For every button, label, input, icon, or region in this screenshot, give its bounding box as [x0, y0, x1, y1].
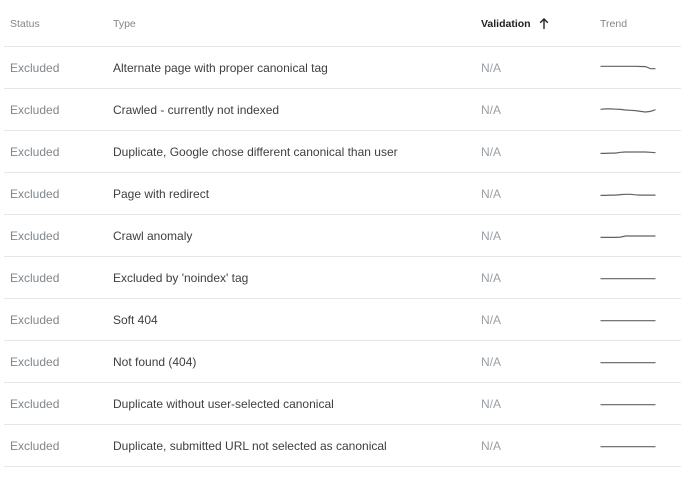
table-row[interactable]: [0, 131, 699, 173]
type-cell: Page with redirect: [113, 187, 210, 201]
status-cell: Excluded: [10, 439, 60, 453]
trend-line: [601, 194, 656, 195]
status-cell: Excluded: [10, 145, 60, 159]
validation-cell: N/A: [481, 103, 502, 117]
table-row[interactable]: [0, 215, 699, 257]
table-body: [0, 47, 699, 467]
validation-cell: N/A: [481, 187, 502, 201]
trend-sparkline: [600, 397, 656, 411]
validation-cell: N/A: [481, 229, 502, 243]
type-column-header[interactable]: Type: [113, 17, 136, 30]
status-cell: Excluded: [10, 103, 60, 117]
trend-sparkline: [600, 187, 656, 201]
trend-cell: [600, 131, 680, 173]
trend-sparkline: [600, 103, 656, 117]
trend-cell: [600, 257, 680, 299]
table-row[interactable]: [0, 173, 699, 215]
validation-cell: N/A: [481, 313, 502, 327]
trend-cell: [600, 383, 680, 425]
trend-cell: [600, 341, 680, 383]
validation-cell: N/A: [481, 439, 502, 453]
status-cell: Excluded: [10, 61, 60, 75]
type-cell: Crawled - currently not indexed: [113, 103, 280, 117]
table-row[interactable]: [0, 299, 699, 341]
trend-sparkline: [600, 355, 656, 369]
trend-sparkline: [600, 61, 656, 75]
type-cell: Soft 404: [113, 313, 158, 327]
trend-sparkline: [600, 271, 656, 285]
validation-cell: N/A: [481, 145, 502, 159]
validation-cell: N/A: [481, 271, 502, 285]
table-row[interactable]: [0, 89, 699, 131]
arrow-up-icon: [539, 18, 549, 30]
type-cell: Crawl anomaly: [113, 229, 193, 243]
trend-cell: [600, 173, 680, 215]
trend-cell: [600, 89, 680, 131]
type-cell: Excluded by 'noindex' tag: [113, 271, 249, 285]
trend-line: [601, 109, 656, 112]
type-cell: Not found (404): [113, 355, 197, 369]
status-cell: Excluded: [10, 187, 60, 201]
trend-cell: [600, 215, 680, 257]
type-cell: Alternate page with proper canonical tag: [113, 61, 328, 75]
table-row[interactable]: [0, 47, 699, 89]
trend-line: [601, 236, 656, 237]
table-row[interactable]: [0, 341, 699, 383]
type-cell: Duplicate without user-selected canonical: [113, 397, 334, 411]
status-cell: Excluded: [10, 229, 60, 243]
validation-column-header[interactable]: [481, 0, 591, 47]
trend-sparkline: [600, 229, 656, 243]
type-cell: Duplicate, submitted URL not selected as canonical: [113, 439, 387, 453]
trend-sparkline: [600, 313, 656, 327]
table-header-row: [0, 0, 699, 47]
table-row[interactable]: [0, 257, 699, 299]
status-column-header[interactable]: Status: [10, 17, 40, 30]
trend-cell: [600, 425, 680, 467]
validation-cell: N/A: [481, 397, 502, 411]
trend-column-header: Trend: [600, 17, 628, 30]
status-cell: Excluded: [10, 271, 60, 285]
table-row[interactable]: [0, 383, 699, 425]
status-cell: Excluded: [10, 397, 60, 411]
trend-cell: [600, 47, 680, 89]
validation-cell: N/A: [481, 61, 502, 75]
validation-cell: N/A: [481, 355, 502, 369]
status-cell: Excluded: [10, 313, 60, 327]
type-cell: Duplicate, Google chose different canonical than user: [113, 145, 398, 159]
trend-cell: [600, 299, 680, 341]
validation-header-label: Validation: [481, 17, 531, 30]
trend-line: [601, 66, 656, 68]
status-cell: Excluded: [10, 355, 60, 369]
table-row[interactable]: [0, 425, 699, 467]
trend-sparkline: [600, 145, 656, 159]
trend-line: [601, 152, 656, 153]
trend-sparkline: [600, 439, 656, 453]
